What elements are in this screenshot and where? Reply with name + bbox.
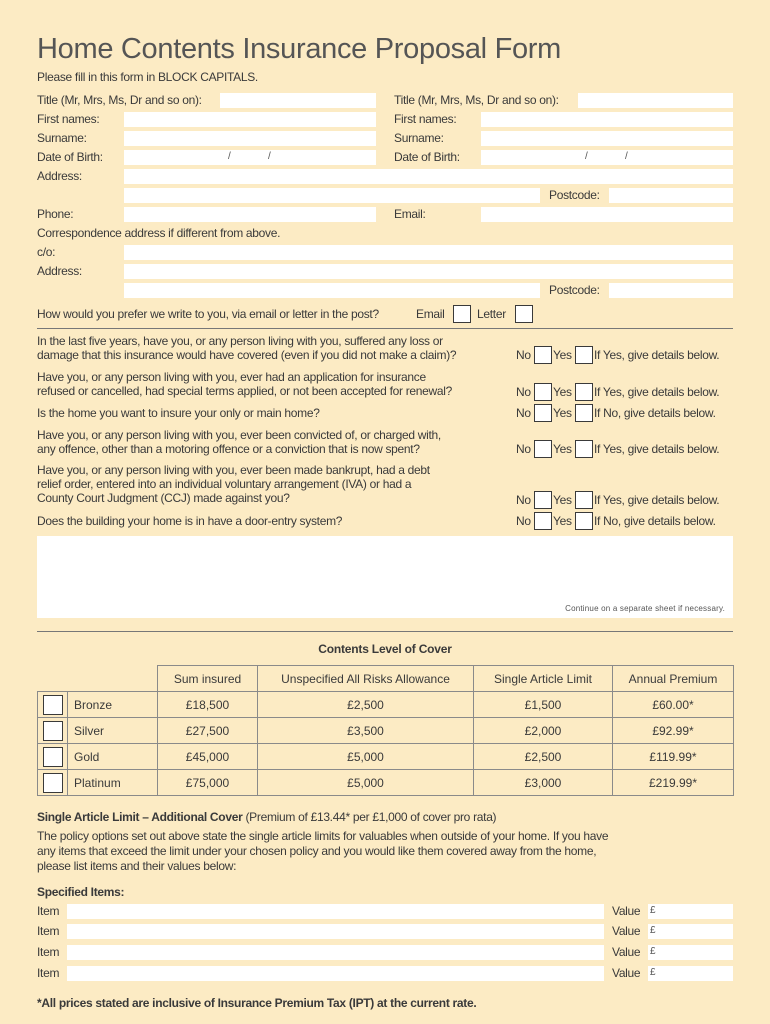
answer-yes-label: Yes: [553, 406, 572, 420]
level-name: Gold: [68, 744, 158, 770]
first-names-label-2: First names:: [394, 112, 457, 126]
table-row: [38, 770, 734, 796]
item-label: Item: [37, 924, 60, 938]
corr-postcode-label: Postcode:: [549, 283, 600, 297]
answer-no-label: No: [516, 348, 531, 362]
instructions: Please fill in this form in BLOCK CAPITALS.: [37, 70, 258, 84]
cell: £3,500: [258, 718, 474, 744]
silver-checkbox[interactable]: [43, 721, 63, 741]
cell: £2,500: [474, 744, 613, 770]
level-name: Platinum: [68, 770, 158, 796]
col-header: Sum insured: [158, 666, 258, 692]
cell: £92.99*: [613, 718, 734, 744]
q1-yes-checkbox[interactable]: [575, 346, 593, 364]
q4-details-note: If Yes, give details below.: [594, 442, 720, 456]
col-header: Annual Premium: [613, 666, 734, 692]
title-input-1[interactable]: [220, 93, 376, 108]
value-label: Value: [612, 904, 641, 918]
value-label: Value: [612, 924, 641, 938]
footer-note: *All prices stated are inclusive of Insurance Premium Tax (IPT) at the current rate.: [37, 996, 477, 1010]
cell: £2,500: [258, 692, 474, 718]
question-6: Does the building your home is in have a door-entry system?: [37, 514, 343, 528]
details-textarea[interactable]: [37, 536, 733, 618]
email-option-checkbox[interactable]: [453, 305, 471, 323]
cell: £1,500: [474, 692, 613, 718]
divider: [37, 631, 733, 632]
q4-no-checkbox[interactable]: [534, 440, 552, 458]
postcode-label: Postcode:: [549, 188, 600, 202]
q5-yes-checkbox[interactable]: [575, 491, 593, 509]
item-label: Item: [37, 904, 60, 918]
answer-yes-label: Yes: [553, 442, 572, 456]
email-option-label: Email: [416, 307, 445, 321]
cover-table: [37, 665, 734, 796]
cell: £5,000: [258, 770, 474, 796]
first-names-input-2[interactable]: [481, 112, 733, 127]
letter-option-label: Letter: [477, 307, 506, 321]
answer-yes-label: Yes: [553, 493, 572, 507]
dob-label-1: Date of Birth:: [37, 150, 103, 164]
table-row: [38, 744, 734, 770]
q6-details-note: If No, give details below.: [594, 514, 716, 528]
q6-no-checkbox[interactable]: [534, 512, 552, 530]
date-sep: /: [625, 151, 628, 162]
cover-heading: Contents Level of Cover: [318, 642, 452, 656]
q1-details-note: If Yes, give details below.: [594, 348, 720, 362]
q3-no-checkbox[interactable]: [534, 404, 552, 422]
email-label: Email:: [394, 207, 426, 221]
answer-no-label: No: [516, 514, 531, 528]
co-label: c/o:: [37, 245, 56, 259]
platinum-checkbox[interactable]: [43, 773, 63, 793]
item-input-4[interactable]: [67, 966, 604, 981]
details-continue-note: Continue on a separate sheet if necessary.: [565, 604, 725, 613]
postcode-input[interactable]: [609, 188, 733, 203]
q1-no-checkbox[interactable]: [534, 346, 552, 364]
address-line-1[interactable]: [124, 169, 733, 184]
date-sep: /: [585, 151, 588, 162]
cell: £5,000: [258, 744, 474, 770]
address-label: Address:: [37, 169, 82, 183]
value-label: Value: [612, 966, 641, 980]
co-input[interactable]: [124, 245, 733, 260]
table-row: [38, 692, 734, 718]
additional-para-2: any items that exceed the limit under your chosen policy and you would like them covered away from the home,: [37, 844, 597, 858]
question-5: Have you, or any person living with you, ever been made bankrupt, had a debt relief order, entered into an individual voluntary arrangement (IVA) or had a County Court Judgment (CCJ) made against you?: [37, 463, 430, 505]
additional-para-3: please list items and their values below:: [37, 859, 237, 873]
surname-label-2: Surname:: [394, 131, 444, 145]
q2-yes-checkbox[interactable]: [575, 383, 593, 401]
level-name: Silver: [68, 718, 158, 744]
value-input-2[interactable]: [648, 924, 733, 939]
answer-no-label: No: [516, 442, 531, 456]
item-input-2[interactable]: [67, 924, 604, 939]
cell: £27,500: [158, 718, 258, 744]
q6-yes-checkbox[interactable]: [575, 512, 593, 530]
page-title: Home Contents Insurance Proposal Form: [37, 33, 562, 65]
question-3: Is the home you want to insure your only or main home?: [37, 406, 320, 420]
answer-yes-label: Yes: [553, 514, 572, 528]
cell: £3,000: [474, 770, 613, 796]
answer-no-label: No: [516, 493, 531, 507]
first-names-input-1[interactable]: [124, 112, 376, 127]
q3-details-note: If No, give details below.: [594, 406, 716, 420]
divider: [37, 328, 733, 329]
correspondence-label: Correspondence address if different from above.: [37, 226, 281, 240]
q5-details-note: If Yes, give details below.: [594, 493, 720, 507]
phone-input[interactable]: [124, 207, 376, 222]
surname-label-1: Surname:: [37, 131, 87, 145]
letter-option-checkbox[interactable]: [515, 305, 533, 323]
answer-yes-label: Yes: [553, 385, 572, 399]
contact-pref-question: How would you prefer we write to you, via email or letter in the post?: [37, 307, 379, 321]
item-input-1[interactable]: [67, 904, 604, 919]
corr-address-line-1[interactable]: [124, 264, 733, 279]
corr-address-label: Address:: [37, 264, 82, 278]
email-input[interactable]: [481, 207, 733, 222]
cell: £75,000: [158, 770, 258, 796]
value-label: Value: [612, 945, 641, 959]
answer-yes-label: Yes: [553, 348, 572, 362]
dob-label-2: Date of Birth:: [394, 150, 460, 164]
q4-yes-checkbox[interactable]: [575, 440, 593, 458]
surname-input-1[interactable]: [124, 131, 376, 146]
level-name: Bronze: [68, 692, 158, 718]
currency-symbol: £: [650, 946, 656, 957]
corr-postcode-input[interactable]: [609, 283, 733, 298]
phone-label: Phone:: [37, 207, 74, 221]
date-sep: /: [268, 151, 271, 162]
table-row: [38, 718, 734, 744]
gold-checkbox[interactable]: [43, 747, 63, 767]
specified-items-label: Specified Items:: [37, 885, 125, 899]
answer-no-label: No: [516, 406, 531, 420]
question-1: In the last five years, have you, or any person living with you, suffered any loss or damage that this insurance would have covered (even if you did not make a claim)?: [37, 334, 457, 362]
question-4: Have you, or any person living with you, ever been convicted of, or charged with, any offence, other than a motoring offence or a conviction that is now spent?: [37, 428, 441, 456]
date-sep: /: [228, 151, 231, 162]
dob-input-1[interactable]: [124, 150, 376, 165]
cell: £119.99*: [613, 744, 734, 770]
value-input-3[interactable]: [648, 945, 733, 960]
table-header-row: [38, 666, 734, 692]
cell: £2,000: [474, 718, 613, 744]
cell: £219.99*: [613, 770, 734, 796]
surname-input-2[interactable]: [481, 131, 733, 146]
currency-symbol: £: [650, 925, 656, 936]
item-label: Item: [37, 945, 60, 959]
answer-no-label: No: [516, 385, 531, 399]
cell: £60.00*: [613, 692, 734, 718]
q2-no-checkbox[interactable]: [534, 383, 552, 401]
additional-para-1: The policy options set out above state the single article limits for valuables when outside of your home. If you have: [37, 829, 609, 843]
item-label: Item: [37, 966, 60, 980]
currency-symbol: £: [650, 905, 656, 916]
title-input-2[interactable]: [578, 93, 733, 108]
q2-details-note: If Yes, give details below.: [594, 385, 720, 399]
cell: £45,000: [158, 744, 258, 770]
first-names-label-1: First names:: [37, 112, 100, 126]
bronze-checkbox[interactable]: [43, 695, 63, 715]
title-label-1: Title (Mr, Mrs, Ms, Dr and so on):: [37, 93, 202, 107]
value-input-4[interactable]: [648, 966, 733, 981]
col-header: Unspecified All Risks Allowance: [258, 666, 474, 692]
corr-address-line-2[interactable]: [124, 283, 540, 298]
dob-input-2[interactable]: [481, 150, 733, 165]
value-input-1[interactable]: [648, 904, 733, 919]
item-input-3[interactable]: [67, 945, 604, 960]
currency-symbol: £: [650, 967, 656, 978]
address-line-2[interactable]: [124, 188, 540, 203]
q3-yes-checkbox[interactable]: [575, 404, 593, 422]
col-header: Single Article Limit: [474, 666, 613, 692]
title-label-2: Title (Mr, Mrs, Ms, Dr and so on):: [394, 93, 559, 107]
cell: £18,500: [158, 692, 258, 718]
additional-cover-heading: Single Article Limit – Additional Cover (Premium of £13.44* per £1,000 of cover pro rata): [37, 810, 497, 824]
question-2: Have you, or any person living with you, ever had an application for insurance refused or cancelled, had special terms applied, or not been accepted for renewal?: [37, 370, 453, 398]
q5-no-checkbox[interactable]: [534, 491, 552, 509]
